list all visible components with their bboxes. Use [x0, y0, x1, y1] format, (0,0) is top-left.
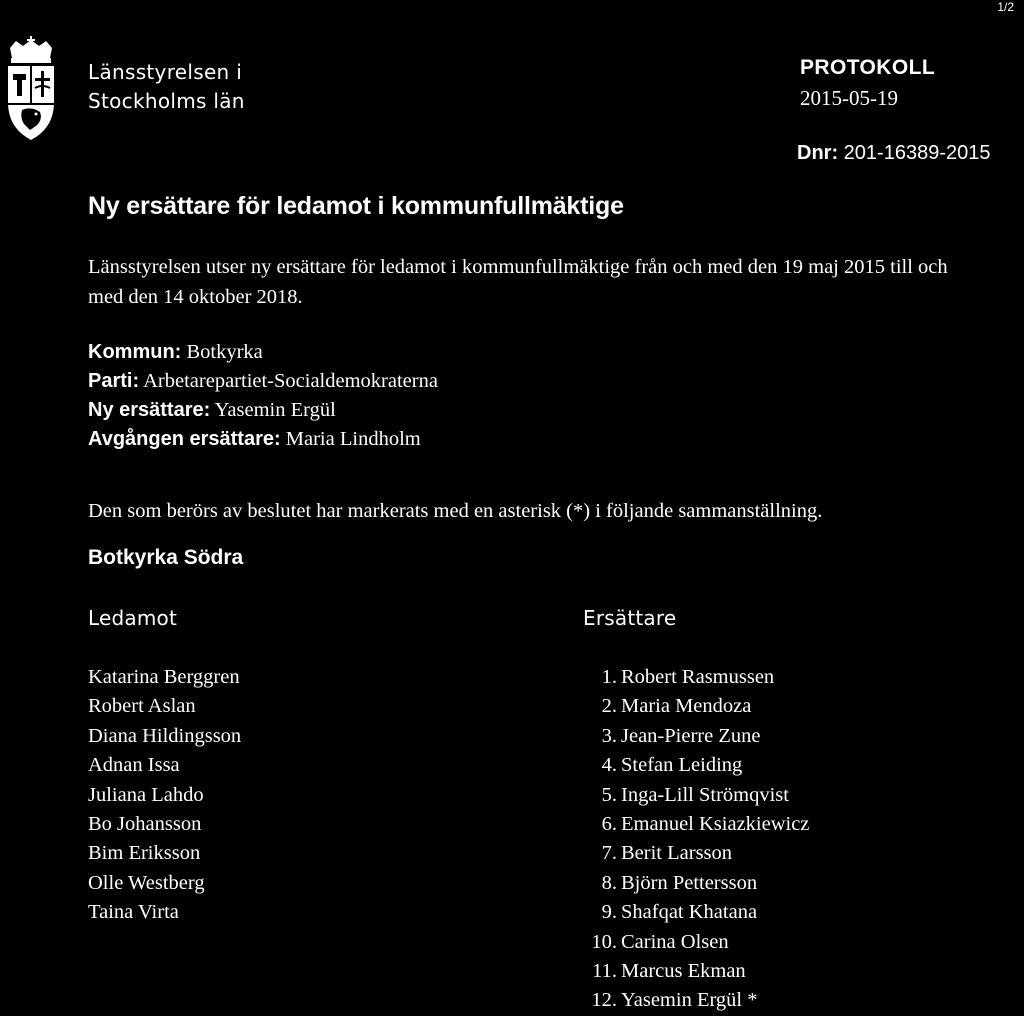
substitute-name: Robert Rasmussen	[621, 666, 775, 688]
substitute-name: Inga-Lill Strömqvist	[621, 783, 789, 806]
organization-name	[88, 58, 245, 116]
substitute-item	[577, 722, 809, 751]
organization-name-line2: Stockholms län	[88, 89, 245, 113]
substitute-name: Björn Pettersson	[621, 871, 758, 894]
substitute-name: Marcus Ekman	[621, 960, 746, 983]
fact-label: Ny ersättare:	[88, 399, 211, 421]
member-item: Diana Hildingsson	[88, 724, 242, 747]
substitute-name: Emanuel Ksiazkiewicz	[621, 813, 810, 836]
fact-value: Maria Lindholm	[285, 428, 421, 450]
member-item: Juliana Lahdo	[88, 783, 204, 806]
document-date: 2015-05-19	[800, 86, 898, 110]
member-item: Adnan Issa	[88, 754, 180, 777]
substitute-rank: 11.	[592, 960, 617, 983]
substitute-item	[577, 810, 809, 839]
substitute-item	[577, 957, 809, 986]
member-item: Katarina Berggren	[88, 666, 240, 688]
fact-row-kommun	[88, 338, 438, 367]
member-item: Robert Aslan	[88, 695, 196, 718]
fact-label: Kommun:	[88, 341, 182, 363]
substitute-rank: 7.	[601, 842, 617, 865]
substitute-item	[577, 986, 809, 1015]
members-list	[88, 663, 241, 928]
substitute-name: Maria Mendoza	[621, 695, 752, 718]
fact-label: Avgången ersättare:	[88, 428, 281, 450]
constituency-title: Botkyrka Södra	[88, 546, 244, 569]
registration-number-value: 201-16389-2015	[843, 142, 991, 164]
substitute-item	[577, 839, 809, 868]
fact-value: Yasemin Ergül	[214, 399, 336, 421]
substitute-name: Carina Olsen	[621, 930, 729, 953]
organization-name-line1: Länsstyrelsen i	[88, 60, 243, 84]
intro-paragraph: Länsstyrelsen utser ny ersättare för ledamot i kommunfullmäktige från och med den 19 maj 2015 till och med den 14 oktober 2018.	[88, 256, 948, 308]
substitute-name: Jean-Pierre Zune	[621, 724, 761, 747]
substitute-item	[577, 898, 809, 927]
registration-number	[797, 142, 990, 165]
registration-number-label: Dnr:	[797, 142, 839, 164]
substitutes-column-header: Ersättare	[583, 606, 677, 630]
substitute-item	[577, 781, 809, 810]
substitute-item	[577, 928, 809, 957]
member-item: Olle Westberg	[88, 871, 205, 894]
substitute-rank: 4.	[601, 754, 617, 777]
asterisk-note: Den som berörs av beslutet har markerats med en asterisk (*) i följande sammanställning.	[88, 500, 823, 522]
fact-row-new-substitute	[88, 396, 438, 425]
fact-row-resigned-substitute	[88, 425, 438, 454]
document-type: PROTOKOLL	[800, 56, 936, 79]
member-item: Bo Johansson	[88, 813, 202, 836]
substitutes-list	[577, 663, 809, 1016]
page-number: 1/2	[997, 0, 1014, 14]
fact-row-parti	[88, 367, 438, 396]
substitute-name: Yasemin Ergül *	[621, 989, 758, 1012]
substitute-name: Shafqat Khatana	[621, 901, 758, 924]
substitute-rank: 10.	[591, 930, 617, 953]
fact-value: Botkyrka	[186, 341, 263, 363]
substitute-rank: 2.	[601, 695, 617, 718]
decision-facts	[88, 338, 438, 454]
fact-value: Arbetarepartiet-Socialdemokraterna	[143, 370, 438, 392]
substitute-item	[577, 869, 809, 898]
substitute-rank: 3.	[601, 724, 617, 747]
substitute-rank: 1.	[601, 666, 617, 688]
member-item: Taina Virta	[88, 901, 179, 924]
substitute-rank: 12.	[591, 989, 617, 1012]
fact-label: Parti:	[88, 370, 140, 392]
substitute-item	[577, 663, 809, 692]
substitute-item	[577, 751, 809, 780]
substitute-name: Stefan Leiding	[621, 754, 743, 777]
substitute-rank: 8.	[601, 871, 617, 894]
members-column-header: Ledamot	[88, 606, 178, 630]
document-title: Ny ersättare för ledamot i kommunfullmäktige	[88, 192, 624, 220]
county-crest-icon	[0, 36, 62, 148]
member-item: Bim Eriksson	[88, 842, 201, 865]
substitute-rank: 9.	[601, 901, 617, 924]
substitute-name: Berit Larsson	[621, 842, 733, 865]
substitute-rank: 5.	[601, 783, 617, 806]
substitute-item	[577, 692, 809, 721]
substitute-rank: 6.	[601, 813, 617, 836]
